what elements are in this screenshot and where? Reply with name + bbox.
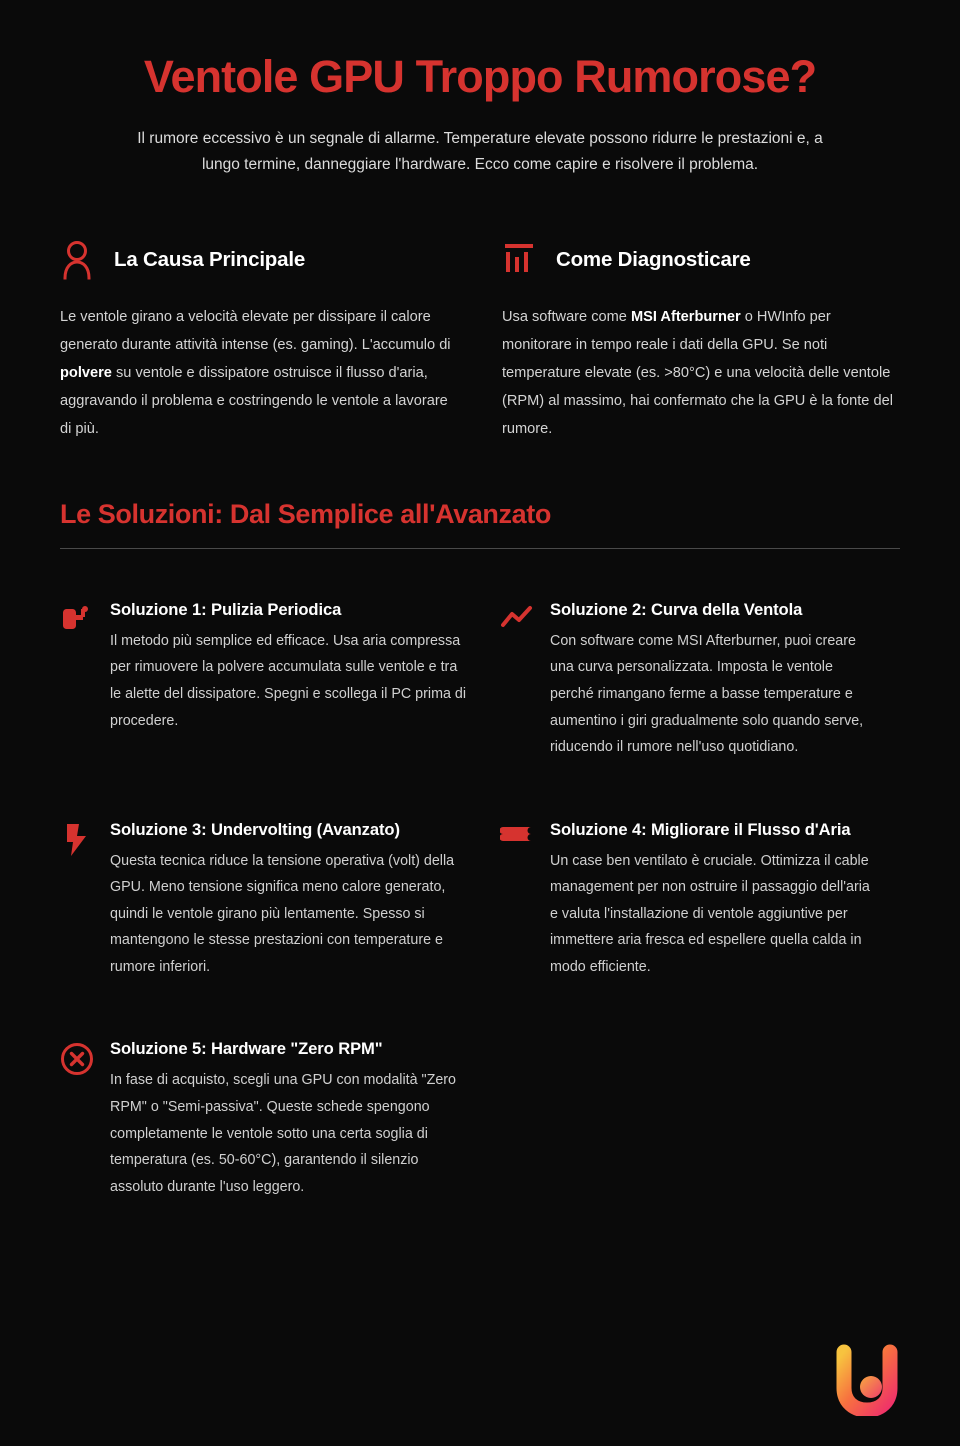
- solution-body: In fase di acquisto, scegli una GPU con modalità "Zero RPM" o "Semi-passiva". Queste schede spengono completamente le ventole sotto una certa soglia di temperatura (es. 50-60°C), garantendo il silenzio assoluto durante l'uso leggero.: [110, 1072, 456, 1195]
- u-letter-logo: [830, 1342, 904, 1416]
- body-text-bold: polvere: [60, 364, 112, 381]
- solution-item-4: [500, 761, 900, 981]
- solution-text: [550, 599, 872, 761]
- solution-body: Un case ben ventilato è cruciale. Ottimizza il cable management per non ostruire il passaggio dell'aria e valuta l'installazione di ventole aggiuntive per immettere aria fresca ed espellere quella calda in modo efficiente.: [550, 852, 870, 975]
- solution-text: [110, 819, 472, 981]
- solution-title: Soluzione 3: Undervolting (Avanzato): [110, 819, 400, 839]
- top-section-header: [60, 237, 458, 283]
- solution-text: [110, 599, 472, 734]
- spray-can-icon: [60, 599, 94, 637]
- solution-title: Soluzione 1: Pulizia Periodica: [110, 599, 342, 619]
- top-section-body: [502, 303, 900, 443]
- top-section-diagnose: [502, 237, 900, 443]
- top-section-body: [60, 303, 458, 443]
- solution-title: Soluzione 2: Curva della Ventola: [550, 599, 803, 619]
- person-icon: [60, 240, 96, 280]
- solution-text: [550, 819, 872, 981]
- solution-item-3: [60, 761, 500, 981]
- top-section-title: Come Diagnosticare: [556, 247, 751, 271]
- solution-item-2: [500, 575, 900, 761]
- body-text-part: Usa software come: [502, 308, 631, 325]
- header: [0, 0, 960, 179]
- top-section-cause: [60, 237, 458, 443]
- page-title: Ventole GPU Troppo Rumorose?: [143, 51, 817, 102]
- trend-line-icon: [500, 599, 534, 637]
- solution-title: Soluzione 5: Hardware "Zero RPM": [110, 1039, 383, 1059]
- lightning-bolt-icon: [60, 819, 94, 857]
- body-text-bold: MSI Afterburner: [630, 308, 741, 325]
- solution-body: Questa tecnica riduce la tensione operativa (volt) della GPU. Meno tensione significa meno calore generato, quindi le ventole girano più lentamente. Spesso si mantengono le stesse prestazioni con temperature e rumore inferiori.: [110, 852, 455, 975]
- airflow-card-icon: [500, 819, 534, 857]
- bar-chart-icon: [502, 240, 538, 280]
- solutions-grid: [0, 549, 960, 1200]
- top-section-title: La Causa Principale: [114, 247, 306, 271]
- body-text-part: o HWInfo per monitorare in tempo reale i dati della GPU. Se noti temperature elevate (es. >80°C) e una velocità delle ventole (RPM) al massimo, hai confermato che la GPU è la fonte del rumore.: [502, 308, 893, 437]
- solution-body: Con software come MSI Afterburner, puoi creare una curva personalizzata. Imposta le ventole perché rimangano ferme a basse temperature e aumentino i giri gradualmente solo quando serve, riducendo il rumore nell'uso quotidiano.: [550, 632, 864, 756]
- circle-x-icon: [60, 1038, 94, 1076]
- solution-body: Il metodo più semplice ed efficace. Usa aria compressa per rimuovere la polvere accumulata sulle ventole e tra le alette del dissipatore. Spegni e scollega il PC prima di procedere.: [110, 632, 467, 729]
- page-subtitle: Il rumore eccessivo è un segnale di allarme. Temperature elevate possono ridurre le prestazioni e, a lungo termine, danneggiare l'hardware. Ecco come capire e risolvere il problema.: [137, 129, 823, 174]
- top-sections: [0, 179, 960, 443]
- solution-item-5: [60, 980, 500, 1200]
- solutions-section-header: [0, 443, 960, 549]
- top-section-header: [502, 237, 900, 283]
- solution-title: Soluzione 4: Migliorare il Flusso d'Aria: [550, 819, 851, 839]
- solution-item-1: [60, 575, 500, 761]
- body-text-part: su ventole e dissipatore ostruisce il flusso d'aria, aggravando il problema e costringendo le ventole a lavorare di più.: [60, 364, 448, 437]
- section-title: Le Soluzioni: Dal Semplice all'Avanzato: [60, 498, 551, 529]
- body-text-part: Le ventole girano a velocità elevate per dissipare il calore generato durante attività intense (es. gaming). L'accumulo di: [60, 308, 451, 353]
- solution-text: [110, 1038, 472, 1200]
